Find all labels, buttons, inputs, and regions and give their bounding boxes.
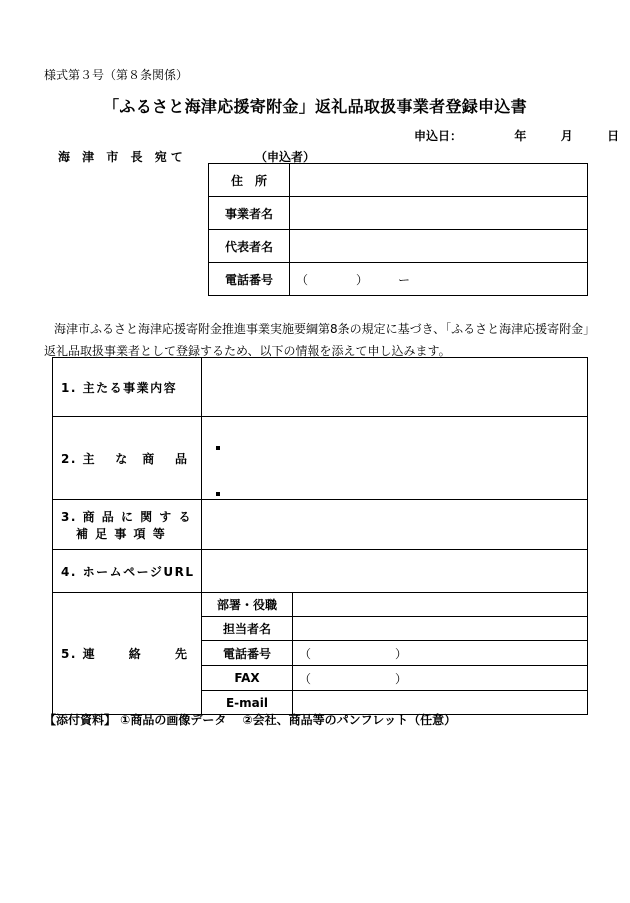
- details-table: [52, 357, 588, 715]
- contact-label: 5. 連 絡 先: [53, 593, 202, 715]
- bullet-icon: [216, 492, 220, 496]
- section-row: [53, 550, 588, 593]
- department-label: 部署・役職: [202, 593, 293, 617]
- applicant-row: [209, 263, 588, 296]
- person-field[interactable]: [293, 617, 588, 641]
- address-label: 住 所: [209, 164, 290, 197]
- section-row: [53, 417, 588, 500]
- representative-label: 代表者名: [209, 230, 290, 263]
- supplement-label: [53, 500, 202, 550]
- main-products-field[interactable]: [202, 417, 588, 500]
- main-products-label: 2. 主 な 商 品: [53, 417, 202, 500]
- business-content-field[interactable]: [202, 358, 588, 417]
- representative-field[interactable]: [290, 230, 588, 263]
- contact-phone-label: 電話番号: [202, 641, 293, 666]
- supplement-label-line-2: 補 足 事 項 等: [76, 526, 167, 541]
- homepage-field[interactable]: [202, 550, 588, 593]
- contact-row: [53, 593, 588, 617]
- date-month: 月: [560, 129, 573, 143]
- supplement-field[interactable]: [202, 500, 588, 550]
- business-name-label: 事業者名: [209, 197, 290, 230]
- person-label: 担当者名: [202, 617, 293, 641]
- business-name-field[interactable]: [290, 197, 588, 230]
- phone-field[interactable]: （ ） ー: [290, 263, 588, 296]
- bullet-icon: [216, 446, 220, 450]
- fax-label: FAX: [202, 666, 293, 691]
- homepage-label: 4. ホームページURL: [53, 550, 202, 593]
- applicant-row: [209, 230, 588, 263]
- form-reference: 様式第３号（第８条関係）: [44, 68, 189, 82]
- email-label: E-mail: [202, 691, 293, 715]
- applicant-table: [208, 163, 588, 296]
- fax-field[interactable]: （ ）: [293, 666, 588, 691]
- date-year: 年: [514, 129, 527, 143]
- document-title: 「ふるさと海津応援寄附金」返礼品取扱事業者登録申込書: [103, 97, 527, 116]
- date-label: 申込日：: [414, 129, 463, 143]
- applicant-label: （申込者）: [255, 150, 316, 164]
- applicant-row: [209, 197, 588, 230]
- section-row: [53, 500, 588, 550]
- phone-label: 電話番号: [209, 263, 290, 296]
- contact-phone-field[interactable]: （ ）: [293, 641, 588, 666]
- intro-line-1: 海津市ふるさと海津応援寄附金推進事業実施要綱第8条の規定に基づき、「ふるさと海津応援寄附金」: [54, 322, 596, 336]
- intro-text: [44, 318, 604, 362]
- supplement-label-line-1: 3. 商 品 に 関 す る: [61, 509, 192, 524]
- date-day: 日: [607, 129, 620, 143]
- business-content-label: 1. 主たる事業内容: [53, 358, 202, 417]
- address-field[interactable]: [290, 164, 588, 197]
- department-field[interactable]: [293, 593, 588, 617]
- intro-line-2: 返礼品取扱事業者として登録するため、以下の情報を添えて申し込みます。: [44, 344, 451, 358]
- section-row: [53, 358, 588, 417]
- attachments-note: 【添付資料】 ①商品の画像データ ②会社、商品等のパンフレット（任意）: [44, 713, 457, 727]
- applicant-row: [209, 164, 588, 197]
- application-date: [414, 127, 619, 144]
- addressee: 海 津 市 長 宛て: [58, 150, 187, 164]
